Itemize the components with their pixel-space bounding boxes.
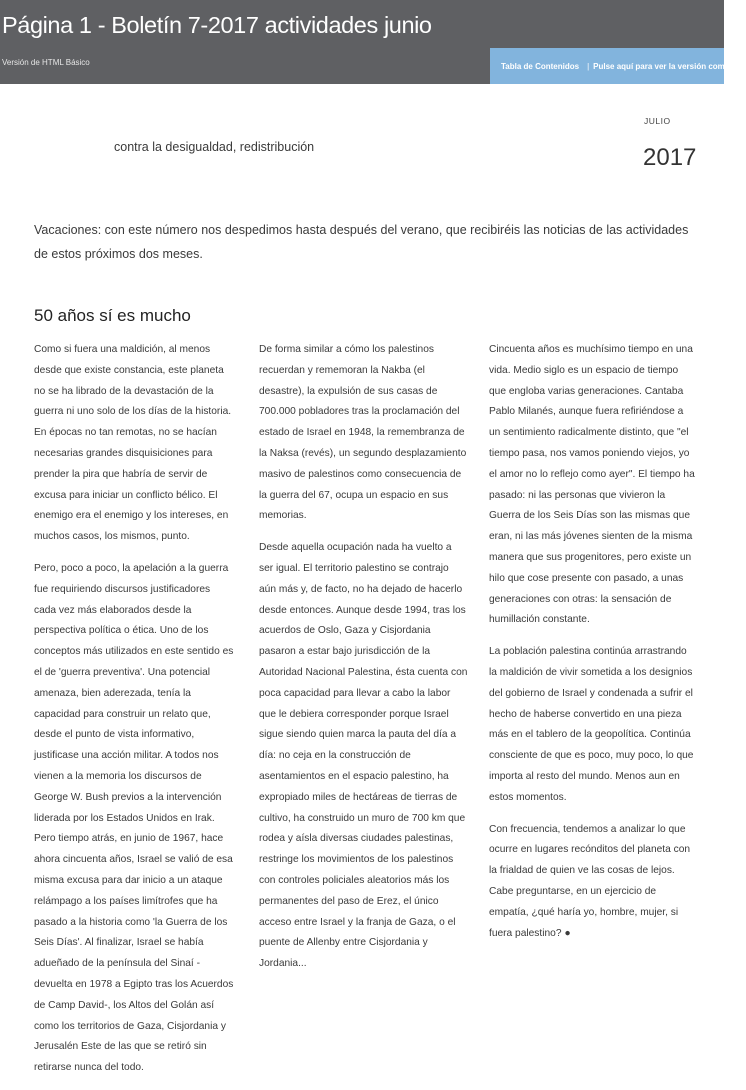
article-paragraph: De forma similar a cómo los palestinos recuerdan y rememoran la Nakba (el desastre), la expulsión de sus casas de 700.000 pobladores tras la proclamación del estado de Israel en 1948, la remembranza de la Naksa (revés), un segundo desplazamiento masivo de palestinos como consecuencia de la guerra del 67, ocupa un espacio en sus memorias. xyxy=(259,344,467,522)
newsletter-tagline: contra la desigualdad, redistribución xyxy=(114,140,315,154)
issue-month: JULIO xyxy=(644,116,671,126)
page-title: Página 1 - Boletín 7-2017 actividades junio xyxy=(2,12,432,38)
end-of-article-bullet: ● xyxy=(564,927,571,939)
intro-paragraph: Vacaciones: con este número nos despedimos hasta después del verano, que recibiréis las noticias de las actividades de estos próximos dos meses. xyxy=(34,223,689,261)
full-version-link[interactable]: Pulse aquí para ver la versión completa. xyxy=(593,61,746,71)
article-column-1 xyxy=(34,340,234,1090)
article-paragraph: Como si fuera una maldición, al menos desde que existe constancia, este planeta no se ha librado de la devastación de la guerra ni uno solo de los días de la historia. En épocas no tan remotas, no se hacían necesarias grandes disquisiciones para prender la pira que habría de servir de excusa para iniciar un conflicto bélico. El enemigo era el enemigo y los intereses, en muchos casos, los mismos, punto. xyxy=(34,344,232,543)
article-paragraph: Cincuenta años es muchísimo tiempo en una vida. Medio siglo es un espacio de tiempo que engloba varias generaciones. Cantaba Pablo Milanés, aunque fuera refiriéndose a un sentimiento radicalmente distinto, que "el tiempo pasa, nos vamos poniendo viejos, yo el amor no lo reflejo como ayer". El tiempo ha pasado: ni las personas que vivieron la Guerra de los Seis Días son las mismas que eran, ni las más jóvenes sienten de la misma manera que sus progenitores, pero existe un hilo que cose presente con pasado, a unas generaciones con otras: la sensación de humillación constante. xyxy=(489,344,695,626)
article-paragraph: La población palestina continúa arrastrando la maldición de vivir sometida a los designios del gobierno de Israel y condenada a sufrir el hecho de haberse convertido en una pieza más en el tablero de la geopolítica. Continúa consciente de que es poco, muy poco, lo que importa al resto del mundo. Menos aun en estos momentos. xyxy=(489,646,694,803)
navigation-box xyxy=(490,48,746,84)
article-headline: 50 años sí es mucho xyxy=(34,306,191,325)
article-column-3 xyxy=(489,340,695,955)
article-paragraph: Desde aquella ocupación nada ha vuelto a ser igual. El territorio palestino se contrajo aún más y, de facto, no ha dejado de hacerlo desde entonces. Aunque desde 1994, tras los acuerdos de Oslo, Gaza y Cisjordania pasaron a estar bajo jurisdicción de la Autoridad Nacional Palestina, ésta cuenta con poca capacidad para llevar a cabo la labor que le debiera corresponder porque Israel sigue siendo quien marca la pauta del día a día: no ceja en la construcción de asentamientos en el espacio palestino, ha expropiado miles de hectáreas de tierras de cultivo, ha construido un muro de 700 km que rodea y aísla diversas ciudades palestinas, restringe los movimientos de los palestinos con controles policiales aleatorios más los permanentes del paso de Erez, el único acceso entre Israel y la franja de Gaza, o el puente de Allenby entre Cisjordania y Jordania... xyxy=(259,542,468,970)
html-version-label: Versión de HTML Básico xyxy=(2,58,90,67)
header-bar xyxy=(0,0,746,84)
article-final-text: Con frecuencia, tendemos a analizar lo que ocurre en lugares recónditos del planeta con la frialdad de quien ve las cosas de lejos. Cabe preguntarse, en un ejercicio de empatía, ¿qué haría yo, hombre, mujer, si fuera palestino? xyxy=(489,823,691,939)
issue-year: 2017 xyxy=(643,144,697,171)
nav-separator: | xyxy=(587,61,590,71)
article-paragraph-final xyxy=(489,820,695,945)
table-of-contents-link[interactable]: Tabla de Contenidos xyxy=(501,61,580,71)
article-paragraph: Pero, poco a poco, la apelación a la guerra fue requiriendo discursos justificadores cada vez más elaborados desde la perspectiva política o ética. Uno de los conceptos más utilizados en este sentido es el de 'guerra preventiva'. Una potencial amenaza, bien aderezada, tenía la capacidad para construir un relato que, desde el punto de vista informativo, justificase una acción militar. A todos nos vienen a la memoria los discursos de George W. Bush previos a la intervención liderada por los Estados Unidos en Irak. Pero tiempo atrás, en junio de 1967, hace ahora cincuenta años, Israel se valió de esa misma excusa para dar inicio a un ataque relámpago a los países limítrofes que ha pasado a la historia como 'la Guerra de los Seis Días'. Al finalizar, Israel se había adueñado de la península del Sinaí -devuelta en 1978 a Egipto tras los Acuerdos de Camp David-, los Altos del Golán así como los territorios de Gaza, Cisjordania y Jerusalén Este de las que se retiró sin retirarse nunca del todo. xyxy=(34,562,234,1074)
article-column-2 xyxy=(259,340,468,986)
